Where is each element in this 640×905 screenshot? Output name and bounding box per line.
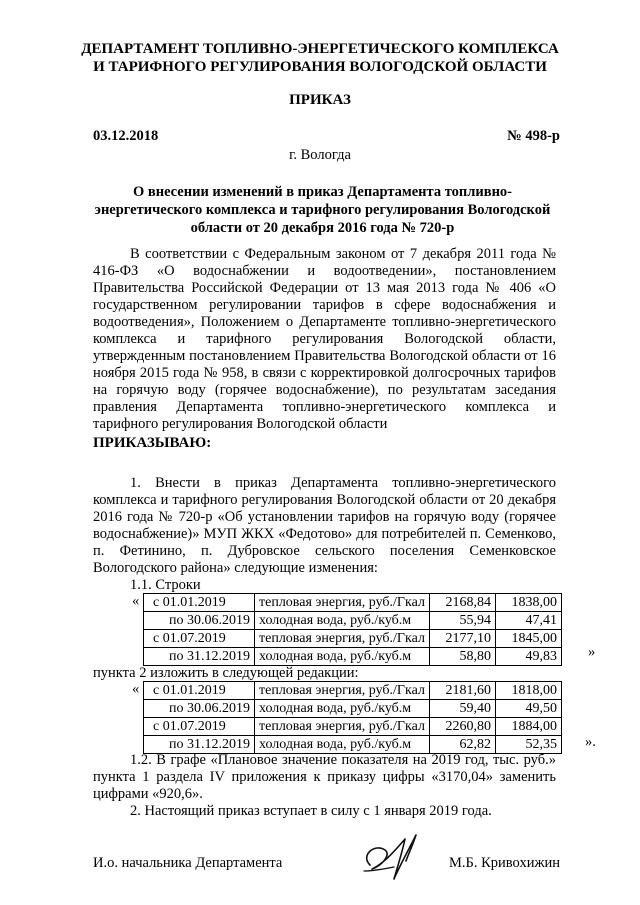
value-cell: 55,94 (429, 612, 495, 630)
value-cell: 49,50 (495, 700, 561, 718)
period-cell: по 31.12.2019 (144, 648, 255, 666)
table-row (144, 682, 562, 700)
value-cell: 2168,84 (429, 594, 495, 612)
tariff-table-old (143, 593, 562, 666)
signatory-position: И.о. начальника Департамента (93, 855, 283, 871)
resource-cell: тепловая энергия, руб./Гкал (255, 630, 430, 648)
table-row (144, 594, 562, 612)
table-row (144, 718, 562, 736)
order-number: № 498-р (507, 128, 560, 144)
resource-cell: холодная вода, руб./куб.м (255, 700, 430, 718)
point-2-text: пункта 2 изложить в следующей редакции: (93, 665, 359, 681)
period-cell: по 31.12.2019 (144, 736, 255, 754)
resource-cell: холодная вода, руб./куб.м (255, 648, 430, 666)
value-cell: 1818,00 (495, 682, 561, 700)
resource-cell: холодная вода, руб./куб.м (255, 736, 430, 754)
order-city: г. Вологда (289, 147, 351, 163)
decree-word: ПРИКАЗЫВАЮ: (93, 435, 212, 451)
period-cell: по 30.06.2019 (144, 700, 255, 718)
resource-cell: тепловая энергия, руб./Гкал (255, 718, 430, 736)
table-row (144, 630, 562, 648)
period-cell: с 01.07.2019 (144, 630, 255, 648)
quote-close-2: ». (585, 734, 596, 750)
order-date: 03.12.2018 (93, 128, 159, 144)
item-1-1-label: 1.1. Строки (130, 577, 201, 593)
value-cell: 2181,60 (429, 682, 495, 700)
value-cell: 1838,00 (495, 594, 561, 612)
table-row (144, 612, 562, 630)
resource-cell: тепловая энергия, руб./Гкал (255, 682, 430, 700)
item-1-2-paragraph: 1.2. В графе «Плановое значение показателя на 2019 год, тыс. руб.» пункта 1 раздела IV приложения к приказу цифры «3170,04» заменить цифрами «920,6». (93, 752, 556, 802)
resource-cell: холодная вода, руб./куб.м (255, 612, 430, 630)
preamble-paragraph: В соответствии с Федеральным законом от 7 декабря 2011 года № 416-ФЗ «О водоснабжении и водоотведении», постановлением Правительства Российской Федерации от 13 мая 2013 года № 406 «О государственном регулировании тарифов в сфере водоснабжения и водоотведения», Положением о Департаменте топливно-энергетического комплекса и тарифного регулирования Вологодской области, утвержденным постановлением Правительства Вологодской области от 16 ноября 2015 года № 958, в связи с корректировкой долгосрочных тарифов на горячую воду (горячее водоснабжение), по результатам заседания правления Департамента топливно-энергетического комплекса и тарифного регулирования Вологодской области (93, 246, 556, 432)
value-cell: 1884,00 (495, 718, 561, 736)
value-cell: 52,35 (495, 736, 561, 754)
resource-cell: тепловая энергия, руб./Гкал (255, 594, 430, 612)
table-row (144, 648, 562, 666)
order-title: ПРИКАЗ (289, 92, 351, 108)
value-cell: 58,80 (429, 648, 495, 666)
item-2-paragraph: 2. Настоящий приказ вступает в силу с 1 января 2019 года. (130, 803, 492, 819)
tariff-table-new (143, 681, 562, 754)
department-header (0, 40, 640, 76)
value-cell: 62,82 (429, 736, 495, 754)
period-cell: с 01.01.2019 (144, 682, 255, 700)
value-cell: 1845,00 (495, 630, 561, 648)
period-cell: с 01.01.2019 (144, 594, 255, 612)
value-cell: 2260,80 (429, 718, 495, 736)
quote-open-2: « (132, 681, 140, 697)
item-1-paragraph: 1. Внести в приказ Департамента топливно-энергетического комплекса и тарифного регулирования Вологодской области от 20 декабря 2016 года № 720-р «Об установлении тарифов на горячую воду (горячее водоснабжение)» МУП ЖКХ «Федотово» для потребителей п. Семенково, п. Фетинино, п. Дубровское сельского поселения Семенковское Вологодского района» следующие изменения: (93, 475, 556, 576)
period-cell: по 30.06.2019 (144, 612, 255, 630)
value-cell: 49,83 (495, 648, 561, 666)
table-row (144, 736, 562, 754)
value-cell: 2177,10 (429, 630, 495, 648)
quote-open-1: « (132, 593, 140, 609)
period-cell: с 01.07.2019 (144, 718, 255, 736)
signatory-name: М.Б. Кривохижин (449, 855, 560, 871)
order-subject: О внесении изменений в приказ Департамента топливно-энергетического комплекса и тарифного регулирования Вологодской области от 20 декабря 2016 года № 720-р (94, 184, 551, 236)
handwritten-signature-icon (350, 825, 440, 885)
header-line-2: И ТАРИФНОГО РЕГУЛИРОВАНИЯ ВОЛОГОДСКОЙ ОБЛАСТИ (93, 59, 547, 75)
quote-close-1: » (588, 644, 596, 660)
table-row (144, 700, 562, 718)
value-cell: 47,41 (495, 612, 561, 630)
value-cell: 59,40 (429, 700, 495, 718)
header-line-1: ДЕПАРТАМЕНТ ТОПЛИВНО-ЭНЕРГЕТИЧЕСКОГО КОМПЛЕКСА (81, 41, 559, 57)
